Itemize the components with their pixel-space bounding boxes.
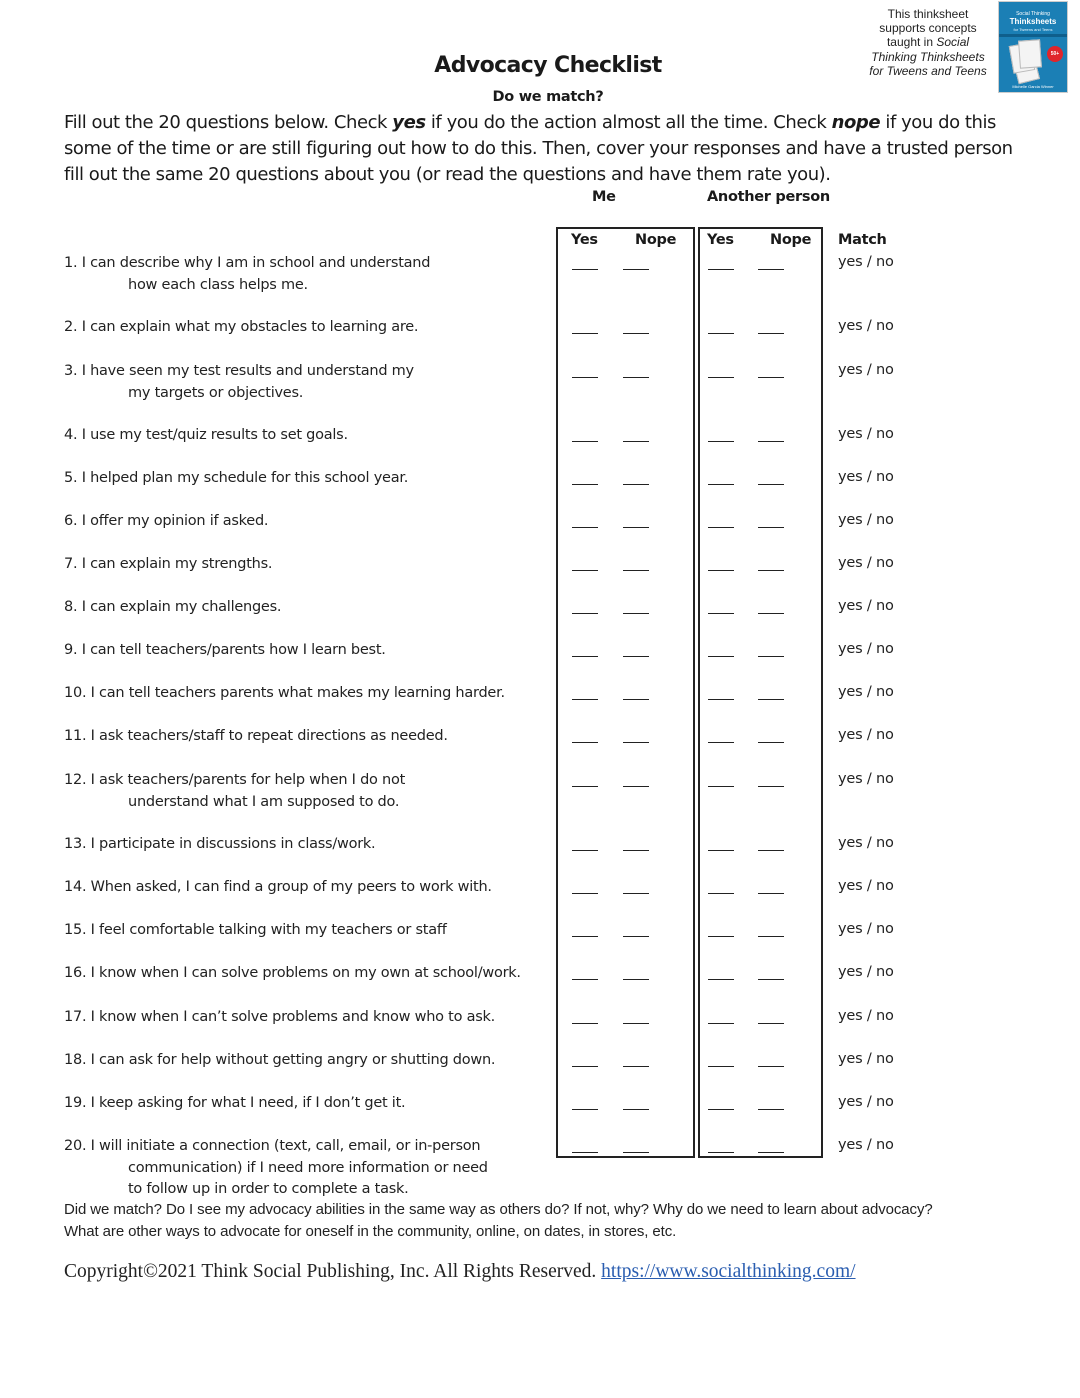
other-nope-blank[interactable]	[758, 893, 784, 894]
question-text: 9. I can tell teachers/parents how I learn best.	[64, 642, 386, 658]
question-item	[64, 920, 544, 942]
question-item	[64, 425, 544, 447]
other-nope-blank[interactable]	[758, 441, 784, 442]
match-choice[interactable]: yes / no	[838, 469, 894, 485]
cover-band	[999, 34, 1067, 37]
column-header-me-nope: Nope	[635, 232, 677, 248]
me-yes-blank[interactable]	[572, 936, 598, 937]
group-header-me: Me	[592, 189, 616, 205]
website-link[interactable]: https://www.socialthinking.com/	[601, 1261, 856, 1282]
other-nope-blank[interactable]	[758, 1152, 784, 1153]
me-nope-blank[interactable]	[623, 1066, 649, 1067]
another-person-response-box	[698, 227, 823, 1158]
other-nope-blank[interactable]	[758, 1023, 784, 1024]
question-text: to follow up in order to complete a task.	[128, 1181, 409, 1197]
me-nope-blank[interactable]	[623, 979, 649, 980]
other-yes-blank[interactable]	[708, 269, 734, 270]
question-text: 16. I know when I can solve problems on my own at school/work.	[64, 965, 521, 981]
me-nope-blank[interactable]	[623, 1023, 649, 1024]
question-text: 12. I ask teachers/parents for help when I do not	[64, 772, 406, 788]
me-yes-blank[interactable]	[572, 377, 598, 378]
me-nope-blank[interactable]	[623, 742, 649, 743]
other-yes-blank[interactable]	[708, 1023, 734, 1024]
me-nope-blank[interactable]	[623, 656, 649, 657]
copyright-text: Copyright©2021 Think Social Publishing, Inc. All Rights Reserved.	[64, 1261, 602, 1282]
me-nope-blank[interactable]	[623, 527, 649, 528]
question-item	[64, 726, 544, 748]
question-text: 1. I can describe why I am in school and understand	[64, 255, 431, 271]
question-item	[64, 770, 544, 813]
question-item	[64, 1093, 544, 1115]
question-text: 20. I will initiate a connection (text, call, email, or in-person	[64, 1138, 481, 1154]
other-nope-blank[interactable]	[758, 850, 784, 851]
me-yes-blank[interactable]	[572, 613, 598, 614]
promo-line: Thinking Thinksheets	[871, 49, 985, 64]
column-header-match: Match	[838, 232, 887, 248]
me-nope-blank[interactable]	[623, 377, 649, 378]
promo-plain: taught in	[886, 35, 937, 50]
other-nope-blank[interactable]	[758, 786, 784, 787]
other-yes-blank[interactable]	[708, 893, 734, 894]
me-yes-blank[interactable]	[572, 699, 598, 700]
other-yes-blank[interactable]	[708, 1152, 734, 1153]
question-text: how each class helps me.	[128, 276, 308, 293]
question-item	[64, 597, 544, 619]
match-choice[interactable]: yes / no	[838, 362, 894, 378]
other-nope-blank[interactable]	[758, 979, 784, 980]
me-nope-blank[interactable]	[623, 893, 649, 894]
me-yes-blank[interactable]	[572, 1109, 598, 1110]
other-yes-blank[interactable]	[708, 1066, 734, 1067]
question-text: 10. I can tell teachers parents what makes my learning harder.	[64, 685, 505, 701]
me-yes-blank[interactable]	[572, 979, 598, 980]
me-nope-blank[interactable]	[623, 1109, 649, 1110]
me-yes-blank[interactable]	[572, 269, 598, 270]
match-choice[interactable]: yes / no	[838, 1137, 894, 1153]
question-text: 19. I keep asking for what I need, if I don’t get it.	[64, 1095, 406, 1111]
promo-line: for Tweens and Teens	[869, 63, 987, 78]
question-item	[64, 317, 544, 339]
me-yes-blank[interactable]	[572, 1152, 598, 1153]
column-header-other-yes: Yes	[707, 232, 734, 248]
instructions-text: Fill out the 20 questions below. Check	[64, 112, 393, 133]
other-yes-blank[interactable]	[708, 570, 734, 571]
match-choice[interactable]: yes / no	[838, 641, 894, 657]
other-nope-blank[interactable]	[758, 656, 784, 657]
me-yes-blank[interactable]	[572, 786, 598, 787]
page-title: Advocacy Checklist	[434, 53, 662, 78]
instructions-nope-word: nope	[831, 112, 881, 133]
column-header-other-nope: Nope	[770, 232, 812, 248]
match-choice[interactable]: yes / no	[838, 878, 894, 894]
me-yes-blank[interactable]	[572, 1066, 598, 1067]
question-text: 14. When asked, I can find a group of my peers to work with.	[64, 879, 492, 895]
me-nope-blank[interactable]	[623, 484, 649, 485]
me-yes-blank[interactable]	[572, 570, 598, 571]
question-item	[64, 253, 544, 296]
other-yes-blank[interactable]	[708, 613, 734, 614]
cover-badge: 50+	[1047, 46, 1063, 62]
other-yes-blank[interactable]	[708, 484, 734, 485]
other-yes-blank[interactable]	[708, 377, 734, 378]
other-yes-blank[interactable]	[708, 333, 734, 334]
other-yes-blank[interactable]	[708, 527, 734, 528]
question-item	[64, 683, 544, 705]
match-choice[interactable]: yes / no	[838, 512, 894, 528]
question-item	[64, 554, 544, 576]
other-nope-blank[interactable]	[758, 269, 784, 270]
question-item	[64, 511, 544, 533]
question-text: 7. I can explain my strengths.	[64, 556, 273, 572]
match-choice[interactable]: yes / no	[838, 835, 894, 851]
me-yes-blank[interactable]	[572, 850, 598, 851]
question-text: 3. I have seen my test results and understand my	[64, 363, 414, 379]
match-choice[interactable]: yes / no	[838, 921, 894, 937]
question-item	[64, 468, 544, 490]
me-nope-blank[interactable]	[623, 699, 649, 700]
instructions-text: if you do the action almost all the time. Check	[425, 112, 832, 133]
cover-subtitle: for Tweens and Teens	[1013, 27, 1053, 32]
question-text: 18. I can ask for help without getting angry or shutting down.	[64, 1052, 496, 1068]
me-nope-blank[interactable]	[623, 333, 649, 334]
other-nope-blank[interactable]	[758, 613, 784, 614]
me-yes-blank[interactable]	[572, 441, 598, 442]
question-text: 5. I helped plan my schedule for this school year.	[64, 470, 409, 486]
question-item	[64, 361, 544, 404]
me-nope-blank[interactable]	[623, 570, 649, 571]
question-text: 2. I can explain what my obstacles to learning are.	[64, 319, 419, 335]
question-text: 4. I use my test/quiz results to set goals.	[64, 427, 348, 443]
group-header-another-person: Another person	[707, 189, 830, 205]
match-choice[interactable]: yes / no	[838, 771, 894, 787]
other-nope-blank[interactable]	[758, 1066, 784, 1067]
me-nope-blank[interactable]	[623, 850, 649, 851]
other-nope-blank[interactable]	[758, 936, 784, 937]
other-yes-blank[interactable]	[708, 441, 734, 442]
promo-line: This thinksheet	[887, 7, 969, 21]
question-text: 11. I ask teachers/staff to repeat directions as needed.	[64, 728, 448, 744]
instructions	[64, 110, 1024, 188]
promo-line	[852, 35, 1004, 49]
match-choice[interactable]: yes / no	[838, 1051, 894, 1067]
cover-title: Thinksheets	[1009, 17, 1057, 26]
match-choice[interactable]: yes / no	[838, 555, 894, 571]
other-nope-blank[interactable]	[758, 1109, 784, 1110]
me-nope-blank[interactable]	[623, 269, 649, 270]
match-choice[interactable]: yes / no	[838, 684, 894, 700]
cover-brand: Social Thinking	[1016, 11, 1050, 17]
match-choice[interactable]: yes / no	[838, 727, 894, 743]
other-yes-blank[interactable]	[708, 786, 734, 787]
reflection-line: Did we match? Do I see my advocacy abilities in the same way as others do? If not, why? Why do we need to learn about advocacy?	[64, 1201, 933, 1218]
other-nope-blank[interactable]	[758, 699, 784, 700]
me-nope-blank[interactable]	[623, 613, 649, 614]
question-item	[64, 1050, 544, 1072]
other-yes-blank[interactable]	[708, 1109, 734, 1110]
other-nope-blank[interactable]	[758, 527, 784, 528]
me-nope-blank[interactable]	[623, 441, 649, 442]
me-nope-blank[interactable]	[623, 936, 649, 937]
me-nope-blank[interactable]	[623, 1152, 649, 1153]
question-text: 8. I can explain my challenges.	[64, 599, 282, 615]
page-subtitle: Do we match?	[492, 89, 604, 105]
me-response-box	[556, 227, 695, 1158]
other-yes-blank[interactable]	[708, 699, 734, 700]
question-text: 13. I participate in discussions in class/work.	[64, 836, 376, 852]
instructions-text: if you do this some of the time or are still figuring out how to do this. Then, cover your responses and have a trusted person fill out the same 20 questions about you (or read the questions and have them rate you).	[64, 112, 1013, 185]
match-choice[interactable]: yes / no	[838, 254, 894, 270]
other-yes-blank[interactable]	[708, 656, 734, 657]
me-yes-blank[interactable]	[572, 333, 598, 334]
other-yes-blank[interactable]	[708, 742, 734, 743]
me-nope-blank[interactable]	[623, 786, 649, 787]
promo-line: supports concepts	[879, 21, 977, 36]
other-yes-blank[interactable]	[708, 979, 734, 980]
me-yes-blank[interactable]	[572, 893, 598, 894]
other-yes-blank[interactable]	[708, 936, 734, 937]
match-choice[interactable]: yes / no	[838, 426, 894, 442]
question-item	[64, 834, 544, 856]
other-nope-blank[interactable]	[758, 742, 784, 743]
match-choice[interactable]: yes / no	[838, 598, 894, 614]
other-yes-blank[interactable]	[708, 850, 734, 851]
question-text: my targets or objectives.	[128, 384, 304, 401]
me-yes-blank[interactable]	[572, 742, 598, 743]
me-yes-blank[interactable]	[572, 1023, 598, 1024]
match-choice[interactable]: yes / no	[838, 964, 894, 980]
question-text: communication) if I need more information or need	[128, 1159, 488, 1176]
match-choice[interactable]: yes / no	[838, 1094, 894, 1110]
other-nope-blank[interactable]	[758, 570, 784, 571]
question-item	[64, 1136, 544, 1201]
me-yes-blank[interactable]	[572, 656, 598, 657]
copyright-footer	[64, 1261, 856, 1283]
book-cover-image	[998, 1, 1068, 93]
me-yes-blank[interactable]	[572, 484, 598, 485]
other-nope-blank[interactable]	[758, 333, 784, 334]
reflection-line: What are other ways to advocate for oneself in the community, online, on dates, in stores, etc.	[64, 1223, 677, 1240]
question-text: 15. I feel comfortable talking with my teachers or staff	[64, 922, 447, 938]
me-yes-blank[interactable]	[572, 527, 598, 528]
reflection-questions	[64, 1199, 1034, 1243]
column-header-me-yes: Yes	[571, 232, 598, 248]
question-text: 6. I offer my opinion if asked.	[64, 513, 269, 529]
cover-author: Michelle Garcia Winner	[1012, 84, 1054, 89]
question-text: understand what I am supposed to do.	[128, 793, 400, 810]
question-text: 17. I know when I can’t solve problems and know who to ask.	[64, 1009, 496, 1025]
question-item	[64, 1007, 544, 1029]
match-choice[interactable]: yes / no	[838, 1008, 894, 1024]
promo-italic: Social	[936, 35, 970, 50]
question-item	[64, 877, 544, 899]
other-nope-blank[interactable]	[758, 377, 784, 378]
instructions-yes-word: yes	[392, 112, 426, 133]
question-item	[64, 640, 544, 662]
question-item	[64, 963, 544, 985]
match-choice[interactable]: yes / no	[838, 318, 894, 334]
other-nope-blank[interactable]	[758, 484, 784, 485]
